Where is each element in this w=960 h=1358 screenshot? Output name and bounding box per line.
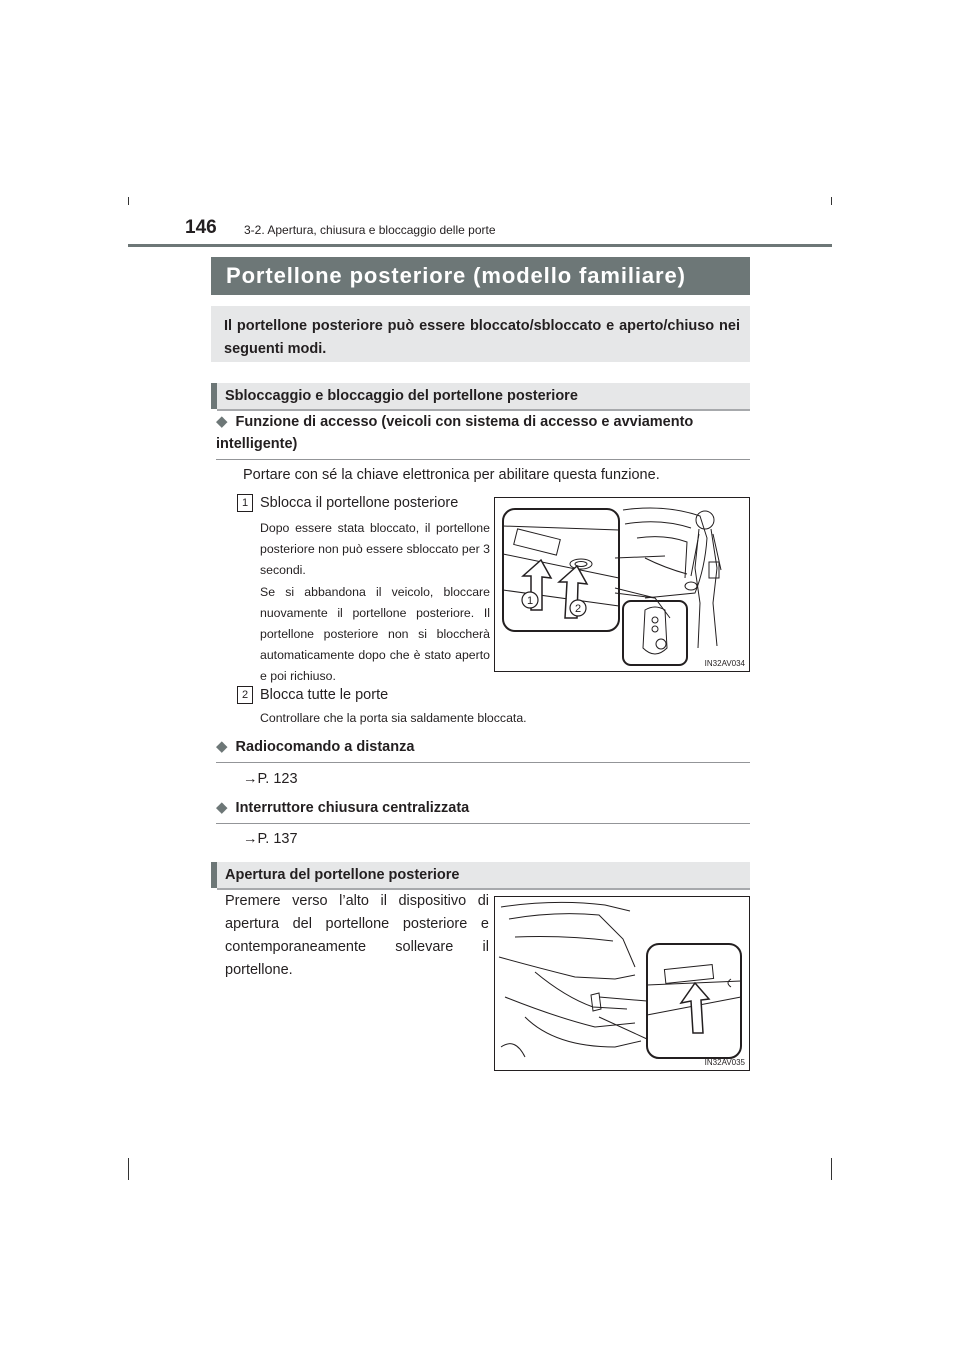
intro-box: Il portellone posteriore può essere bloccato/sbloccato e aperto/chiuso nei seguenti modi. [211, 306, 750, 362]
subheading-central-lock-switch [216, 797, 750, 824]
remote-control-page-link[interactable]: →P. 123 [243, 771, 298, 787]
callout-2: 2 [574, 603, 582, 615]
crop-mark [831, 1158, 832, 1180]
diamond-icon: ◆ [216, 799, 228, 816]
subheading-text: Radiocomando a distanza [235, 739, 415, 755]
section-heading-unlock-lock: Sbloccaggio e bloccaggio del portellone posteriore [211, 383, 750, 409]
diamond-icon: ◆ [216, 738, 228, 755]
opening-instructions: Premere verso l’alto il dispositivo di apertura del portellone posteriore e contemporaneamente sollevare il portellone. [225, 893, 489, 978]
step-1-note-1: Dopo essere stata bloccato, il portellone posteriore non può essere sbloccato per 3 secondi. [260, 521, 490, 577]
subheading-access-function [216, 411, 750, 460]
subheading-remote-control [216, 736, 750, 763]
page-title: Portellone posteriore (modello familiare) [211, 257, 750, 295]
step-1-note-2: Se si abbandona il veicolo, bloccare nuovamente il portellone posteriore. Il portellone posteriore non si bloccherà automaticamente dopo che è stato aperto e poi richiuso. [260, 585, 490, 683]
subheading-text: Interruttore chiusura centralizzata [235, 800, 470, 816]
page-number: 146 [185, 217, 217, 238]
header-rule [128, 244, 832, 247]
crop-mark [831, 197, 832, 205]
access-function-text: Portare con sé la chiave elettronica per abilitare questa funzione. [243, 467, 660, 483]
diamond-icon: ◆ [216, 413, 228, 430]
step-1-title: Sblocca il portellone posteriore [260, 495, 459, 511]
figure-tailgate-open [494, 896, 750, 1071]
callout-1: 1 [526, 595, 534, 607]
tailgate-unlock-illustration [495, 498, 749, 671]
crop-mark [128, 1158, 129, 1180]
step-number-2: 2 [237, 686, 253, 704]
crop-mark [128, 197, 129, 205]
figure-tailgate-unlock [494, 497, 750, 672]
step-2-note: Controllare che la porta sia saldamente bloccata. [260, 711, 527, 725]
running-head: 3-2. Apertura, chiusura e bloccaggio delle porte [244, 223, 496, 237]
figure-code: IN32AV034 [704, 659, 745, 668]
figure-code: IN32AV035 [704, 1058, 745, 1067]
step-number-1: 1 [237, 494, 253, 512]
step-2-title: Blocca tutte le porte [260, 687, 389, 703]
tailgate-open-illustration [495, 897, 749, 1070]
central-lock-page-link[interactable]: →P. 137 [243, 831, 298, 847]
section-heading-opening: Apertura del portellone posteriore [211, 862, 750, 888]
subheading-text: Funzione di accesso (veicoli con sistema di accesso e avviamento intelligente) [216, 414, 694, 452]
